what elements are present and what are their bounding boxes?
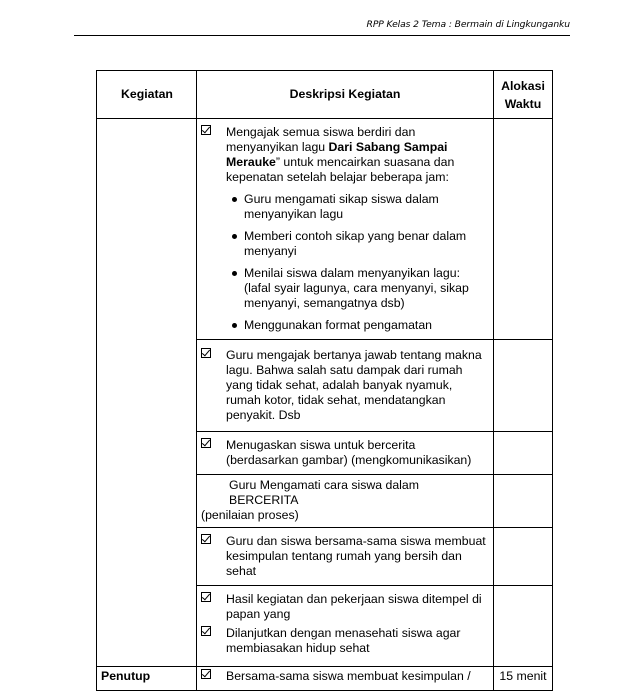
list-item [226,318,489,333]
bullet-icon [232,323,237,328]
row-advice [197,624,494,666]
checkbox-checked-icon [201,125,211,135]
alokasi-cell-empty [494,432,553,475]
document-header: RPP Kelas 2 Tema : Bermain di Lingkunganku [366,19,570,30]
kegiatan-penutup: Penutup [97,666,197,690]
song-title: Dari Sabang Sampai Merauke [226,140,448,169]
row-conclusion [197,528,494,586]
checkbox-checked-icon [201,592,211,602]
row-penutup [197,666,494,690]
row-sing-song-post: ” untuk mencairkan suasana dan kepenatan setelah belajar beberapa jam: [226,155,455,184]
table-header-row [97,71,553,119]
list-item [226,192,489,222]
bullet-text: Guru mengamati sikap siswa dalam menyanyikan lagu [244,192,439,221]
alokasi-cell-empty [494,586,553,625]
row-advice-text: Dilanjutkan dengan menasehati siswa agar membiasakan hidup sehat [226,626,461,655]
bullet-icon [232,234,237,239]
row-sing-song [197,119,494,340]
alokasi-cell-empty [494,340,553,432]
row-observe [197,475,494,528]
bullet-text: Menggunakan format pengamatan [244,318,432,332]
row-sing-song-pre: Mengajak semua siswa berdiri dan menyanyikan lagu [226,125,416,154]
checkbox-checked-icon [201,438,211,448]
header-alokasi-line1: Alokasi [501,78,545,93]
row-sing-song-text [226,125,489,185]
row-penutup-text: Bersama-sama siswa membuat kesimpulan / [226,668,471,683]
list-item [226,266,489,311]
header-kegiatan: Kegiatan [97,71,197,119]
table-row [97,666,553,690]
header-rule [74,35,570,36]
alokasi-cell-empty [494,624,553,666]
table-row [97,119,553,340]
bullet-text: Menilai siswa dalam menyanyikan lagu: (lafal syair lagunya, cara menyanyi, sikap menyanyi, semangatnya dsb) [244,266,469,310]
bullet-text: Memberi contoh sikap yang benar dalam menyanyi [244,229,467,258]
list-item [226,229,489,259]
checkbox-checked-icon [201,626,211,636]
bullet-icon [232,271,237,276]
checkbox-checked-icon [201,348,211,358]
alokasi-cell-empty [494,475,553,528]
row-discuss [197,340,494,432]
row-display-work [197,586,494,625]
row-observe-line1: Guru Mengamati cara siswa dalam BERCERITA [229,478,419,507]
header-alokasi-line2: Waktu [504,96,542,111]
checkbox-checked-icon [201,669,211,679]
row-discuss-text: Guru mengajak bertanya jawab tentang makna lagu. Bahwa salah satu dampak dari rumah yang tidak sehat, adalah banyak nyamuk, rumah kotor, tidak sehat, mendatangkan penyakit. Dsb [226,348,482,422]
bullet-icon [232,197,237,202]
row-observe-line2: (penilaian proses) [201,508,299,522]
kegiatan-cell-empty [97,119,197,667]
row-display-work-text: Hasil kegiatan dan pekerjaan siswa ditempel di papan yang [226,592,482,621]
checkbox-checked-icon [201,534,211,544]
row-story [197,432,494,475]
alokasi-cell-empty [494,119,553,340]
alokasi-cell-empty [494,528,553,586]
alokasi-penutup: 15 menit [494,666,553,690]
row-conclusion-text: Guru dan siswa bersama-sama siswa membuat kesimpulan tentang rumah yang bersih dan sehat [226,534,486,578]
header-alokasi [494,71,553,119]
activity-table [96,70,553,691]
header-deskripsi: Deskripsi Kegiatan [197,71,494,119]
row-story-text: Menugaskan siswa untuk bercerita (berdasarkan gambar) (mengkomunikasikan) [226,438,472,467]
